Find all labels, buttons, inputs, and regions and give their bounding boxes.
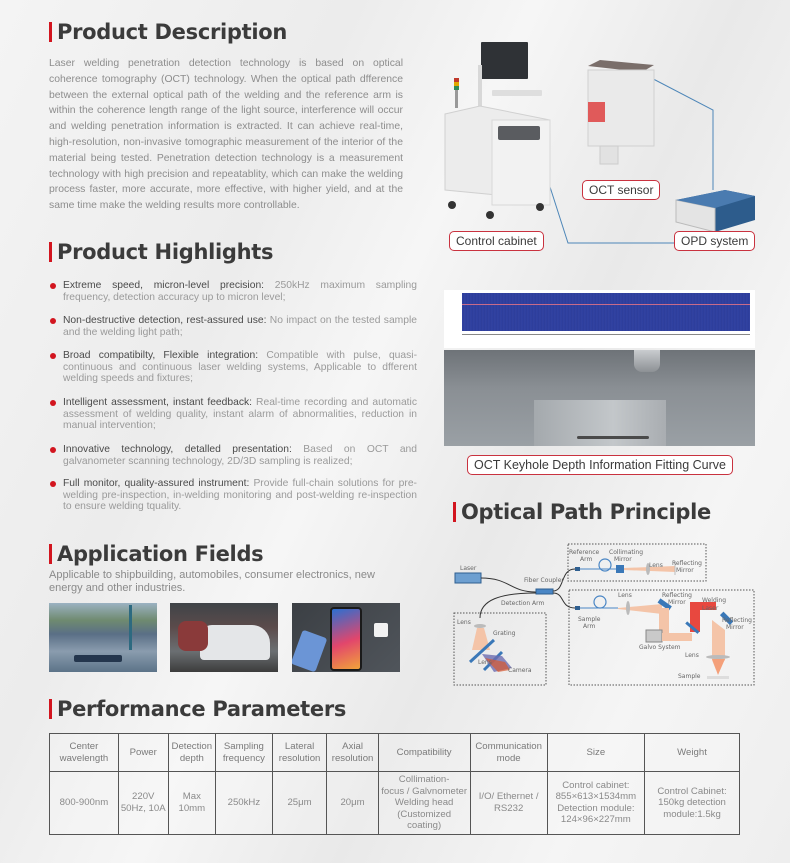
keyboard-icon [492, 90, 542, 96]
opd-system-label: OPD system [674, 231, 755, 251]
cell-text: RS232 [493, 802, 524, 814]
galvo-label: Galvo System [639, 644, 681, 651]
heading-text: Product Highlights [57, 240, 274, 264]
header-text: Compatibility [396, 746, 452, 758]
highlight-item: Full monitor, quality-assured instrument: Provide full-chain solutions for pre-welding pre-inspection, in-welding monitoring and post-welding re-inspection to ensure welding tquality. [49, 478, 417, 513]
bullet-dot-icon [50, 447, 56, 453]
cell-text: Max [182, 791, 201, 803]
header-text: wavelength [59, 752, 109, 764]
cell-text: Detection module: [557, 802, 635, 814]
header-text: frequency [222, 752, 265, 764]
shipbuilding-image [49, 603, 157, 672]
keyhole-caption: OCT Keyhole Depth Information Fitting Curve [467, 455, 733, 475]
table-cell [216, 772, 273, 835]
right-mirror-label-2: Mirror [726, 624, 744, 631]
product-description-heading [49, 20, 287, 44]
table-header-cell [168, 734, 216, 772]
heading-accent-bar [49, 699, 52, 719]
cell-text: 250kHz [227, 797, 261, 808]
cell-text: 20μm [340, 797, 365, 808]
control-cabinet-label: Control cabinet [449, 231, 544, 251]
cell-text: 220V [132, 791, 155, 803]
table-cell [118, 772, 168, 835]
table-header-cell [327, 734, 378, 772]
heading-accent-bar [453, 502, 456, 522]
cell-text: 150kg detection [658, 797, 726, 808]
bullet-dot-icon [50, 283, 56, 289]
table-header-cell [645, 734, 740, 772]
cell-text: 50Hz, 10A [120, 802, 166, 814]
header-text: Axial [342, 741, 363, 752]
table-header-cell [50, 734, 119, 772]
heading-text: Optical Path Principle [461, 500, 711, 524]
cell-text: 10mm [178, 802, 206, 814]
header-text: Size [586, 746, 606, 758]
sample-arm-label: Sample [578, 616, 601, 623]
highlight-item: Broad compatibilty, Flexible integration: Compatible with pulse, quasi- continuous and continuous laser welding systems, Applicable to dfferent welding speeds and fixtures; [49, 350, 417, 385]
heading-text: Application Fields [57, 542, 264, 566]
heading-text: Product Description [57, 20, 288, 44]
sample-mirror-label: Reflecting [662, 592, 692, 599]
header-text: depth [179, 752, 204, 764]
monitor-icon [481, 42, 528, 79]
consumer-electronics-image [292, 603, 400, 672]
table-row [50, 772, 740, 835]
header-text: Weight [677, 746, 707, 758]
table-header-cell [547, 734, 644, 772]
product-description-body: Laser welding penetration detection technology is based on optical coherence tomography (OCT) technology. When the optical path dfference between the external optical path of the welding and the reference arm is within the coherence length range of the light source, interference will occur and welding penetration information is extracted. It can achieve real-time, high-resolution, non-invasive tomographic measurement of the interior of the material being tested. Penetration detection technology is a measurement technology with high precision and repeatablity, which can make the welding process faster, more accurate, more effective, with higher yield, and at the same time make the welding results more controllable. [49, 58, 403, 212]
table-cell [547, 772, 644, 835]
welding-sample-image [444, 350, 755, 446]
optical-path-diagram [450, 540, 760, 690]
keyhole-figure [444, 290, 755, 446]
bullet-dot-icon [50, 318, 56, 324]
cell-text: (Customized coating) [397, 808, 452, 831]
reference-arm-label: Reference [569, 549, 600, 556]
system-illustration [440, 10, 780, 260]
bullet-dot-icon [50, 353, 56, 359]
heading-accent-bar [49, 242, 52, 262]
table-header-cell [216, 734, 273, 772]
fiber-coupler-icon [536, 589, 553, 594]
cell-text: Welding head [394, 797, 454, 808]
performance-table [49, 733, 740, 835]
system-figure [440, 10, 780, 260]
cell-text: focus / Galvnometer [381, 785, 468, 797]
highlight-item: Intelligent assessment, instant feedback: Real-time recording and automatic assessment of welding quality, instant alarm of abnormalities, reduction in manual intervention; [49, 397, 417, 432]
table-cell [327, 772, 378, 835]
focus-lens-label: Lens [685, 652, 699, 659]
cell-text: 800-900nm [59, 797, 109, 808]
header-text: Lateral [284, 741, 315, 752]
heading-text: Performance Parameters [57, 697, 347, 721]
table-header-cell [118, 734, 168, 772]
detection-lens-label: Lens [457, 619, 471, 626]
laser-icon [455, 573, 481, 583]
camera-label: Camera [508, 667, 532, 674]
performance-heading [49, 697, 346, 721]
optical-path-heading [453, 500, 711, 524]
laser-label: Laser [460, 565, 477, 572]
application-fields-heading [49, 542, 263, 566]
header-text: Sampling [223, 741, 264, 752]
camera-lens-label: Lens [478, 659, 492, 666]
table-cell [378, 772, 470, 835]
grating-label: Grating [493, 630, 516, 637]
cell-text: I/O/ Ethernet / [478, 791, 539, 803]
table-cell [168, 772, 216, 835]
header-text: Power [129, 746, 157, 758]
collimating-label-2: Mirror [614, 556, 632, 563]
table-header-cell [378, 734, 470, 772]
highlight-item: Non-destructive detection, rest-assured use: No impact on the tested sample and the welding light path; [49, 315, 417, 338]
welding-laser-label: Welding [702, 597, 727, 604]
bullet-dot-icon [50, 400, 56, 406]
sample-lens-label: Lens [618, 592, 632, 599]
table-cell [645, 772, 740, 835]
depth-chart-image [444, 290, 755, 348]
header-text: Communication [475, 741, 542, 752]
header-text: resolution [278, 752, 321, 764]
reference-arm-label-2: Arm [580, 556, 593, 563]
table-cell [272, 772, 327, 835]
cell-text: 855×613×1534mm [555, 791, 637, 803]
collimating-mirror-icon [616, 565, 624, 573]
cell-text: Collimation- [398, 774, 450, 785]
table-cell [470, 772, 547, 835]
sample-label: Sample [678, 673, 701, 680]
sample-arm-label-2: Arm [583, 623, 596, 630]
oct-sensor-label: OCT sensor [582, 180, 660, 200]
fiber-coupler-label: Fiber Coupler [524, 577, 564, 584]
bullet-dot-icon [50, 481, 56, 487]
cell-text: Control cabinet: [562, 779, 630, 791]
heading-accent-bar [49, 22, 52, 42]
table-header-cell [272, 734, 327, 772]
table-header-cell [470, 734, 547, 772]
automobiles-image [170, 603, 278, 672]
highlight-item: Innovative technology, detalled presentation: Based on OCT and galvanometer scanning technology, 2D/3D sampling is realized; [49, 444, 417, 467]
ref-lens-label: Lens [649, 562, 663, 569]
welding-laser-label-2: Laser [702, 605, 719, 612]
table-cell [50, 772, 119, 835]
collimating-label: Collimating [609, 549, 644, 556]
cell-text: Control Cabinet: [657, 785, 727, 797]
heading-accent-bar [49, 544, 52, 564]
cell-text: module:1.5kg [663, 808, 721, 820]
detection-arm-label: Detection Arm [501, 600, 545, 607]
header-text: mode [496, 752, 521, 764]
header-text: Center [69, 741, 99, 752]
highlight-item: Extreme speed, micron-level precision: 250kHz maximum sampling frequency, detection accuracy up to micron level; [49, 280, 417, 303]
header-text: resolution [331, 752, 374, 764]
cell-text: 25μm [287, 797, 312, 808]
product-highlights-heading [49, 240, 273, 264]
right-mirror-label: Reflecting [722, 617, 752, 624]
ref-mirror-label: Reflecting [672, 560, 702, 567]
table-header-row [50, 734, 740, 772]
sample-mirror-label-2: Mirror [668, 599, 686, 606]
application-fields-body: Applicable to shipbuilding, automobiles, consumer electronics, new energy and other industries. [49, 569, 375, 594]
header-text: Detection [171, 741, 213, 752]
cell-text: 124×96×227mm [560, 814, 631, 826]
ref-mirror-label-2: Mirror [676, 567, 694, 574]
